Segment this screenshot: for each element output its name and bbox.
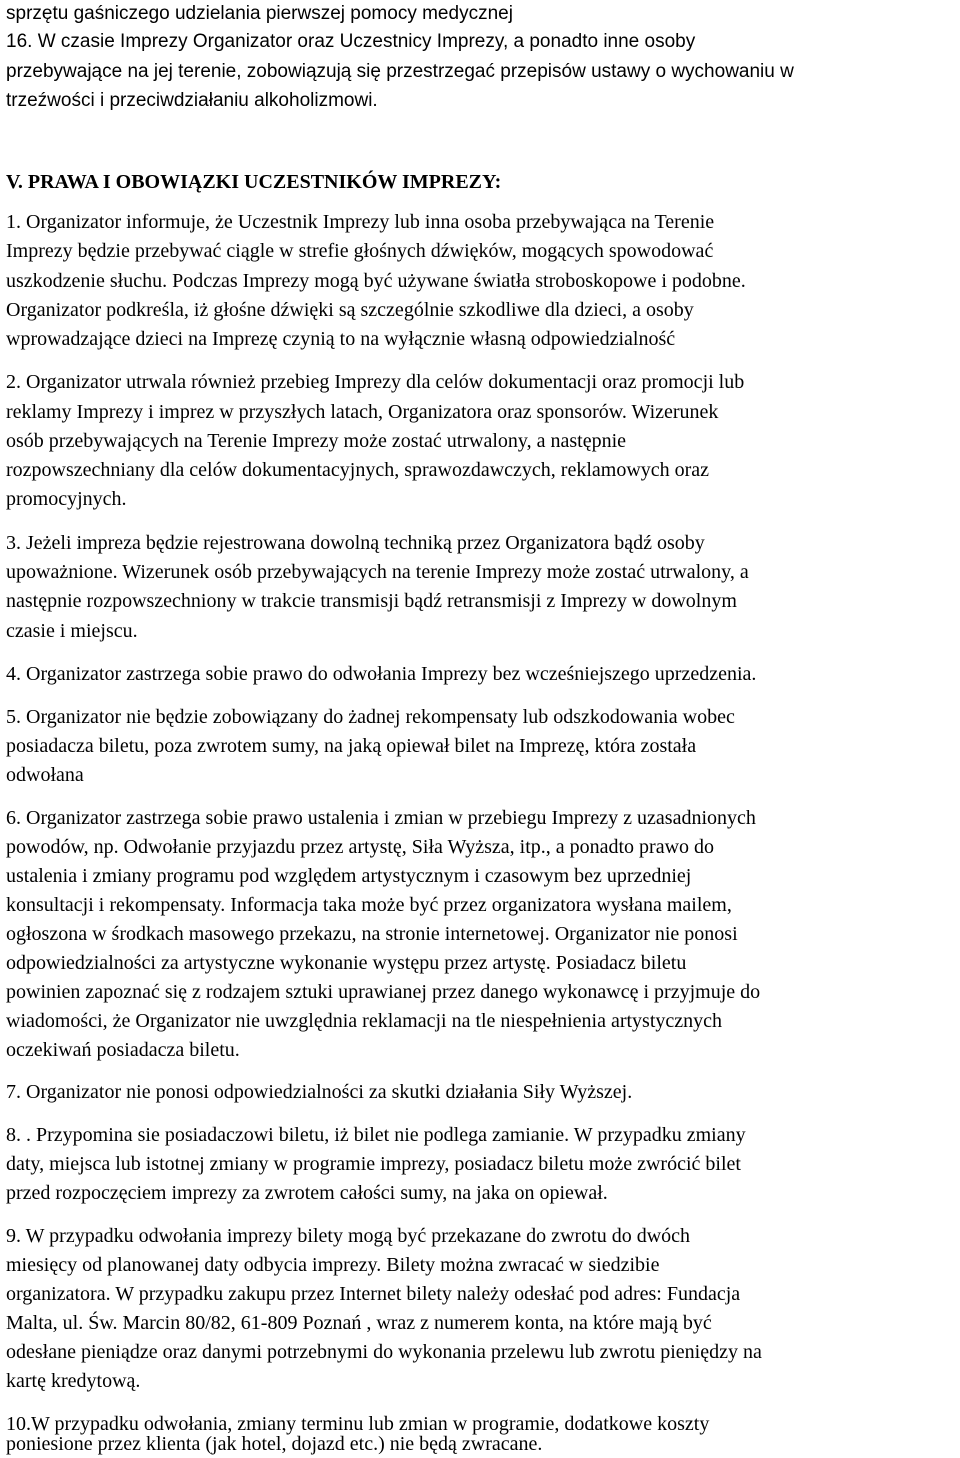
text-line: promocyjnych. bbox=[6, 488, 127, 510]
text-line: 1. Organizator informuje, że Uczestnik Imprezy lub inna osoba przebywająca na Terenie bbox=[6, 211, 715, 233]
text-line: organizatora. W przypadku zakupu przez Internet bilety należy odesłać pod adres: Fundacja bbox=[6, 1283, 741, 1305]
text-line: Organizator podkreśla, iż głośne dźwięki są szczególnie szkodliwe dla dzieci, a osoby bbox=[6, 299, 694, 321]
text-line: kartę kredytową. bbox=[6, 1370, 141, 1392]
text-line: rozpowszechniany dla celów dokumentacyjnych, sprawozdawczych, reklamowych oraz bbox=[6, 459, 710, 481]
text-line: oczekiwań posiadacza biletu. bbox=[6, 1039, 240, 1061]
text-line: 2. Organizator utrwala również przebieg Imprezy dla celów dokumentacji oraz promocji lub bbox=[6, 371, 745, 393]
text-line: odesłane pieniądze oraz danymi potrzebnymi do wykonania przelewu lub zwrotu pieniędzy na bbox=[6, 1341, 762, 1363]
text-line: Imprezy będzie przebywać ciągle w strefie głośnych dźwięków, mogących spowodować bbox=[6, 240, 714, 262]
text-line: wiadomości, że Organizator nie uwzględnia reklamacji na tle niespełnienia artystycznych bbox=[6, 1010, 723, 1032]
text-line: 9. W przypadku odwołania imprezy bilety mogą być przekazane do zwrotu do dwóch bbox=[6, 1225, 691, 1247]
text-line: 4. Organizator zastrzega sobie prawo do odwołania Imprezy bez wcześniejszego uprzedzenia. bbox=[6, 663, 757, 685]
text-line: poniesione przez klienta (jak hotel, dojazd etc.) nie będą zwracane. bbox=[6, 1433, 543, 1455]
text-line: 8. . Przypomina sie posiadaczowi biletu, iż bilet nie podlega zamianie. W przypadku zmiany bbox=[6, 1124, 746, 1146]
text-line: 10.W przypadku odwołania, zmiany terminu lub zmian w programie, dodatkowe koszty bbox=[6, 1413, 710, 1435]
text-line: odwołana bbox=[6, 764, 84, 786]
text-line: wprowadzające dzieci na Imprezę czynią to na wyłącznie własną odpowiedzialność bbox=[6, 328, 676, 350]
text-line: konsultacji i rekompensaty. Informacja taka może być przez organizatora wysłana mailem, bbox=[6, 894, 732, 916]
text-line: przebywające na jej terenie, zobowiązują się przestrzegać przepisów ustawy o wychowaniu w bbox=[6, 61, 794, 82]
text-line: Malta, ul. Św. Marcin 80/82, 61-809 Poznań , wraz z numerem konta, na które mają być bbox=[6, 1312, 712, 1334]
text-line: 6. Organizator zastrzega sobie prawo ustalenia i zmian w przebiegu Imprezy z uzasadnionych bbox=[6, 807, 756, 829]
text-line: odpowiedzialności za artystyczne wykonanie występu przez artystę. Posiadacz biletu bbox=[6, 952, 687, 974]
text-line: powodów, np. Odwołanie przyjazdu przez artystę, Siła Wyższa, itp., a ponadto prawo do bbox=[6, 836, 715, 858]
text-line: daty, miejsca lub istotnej zmiany w programie imprezy, posiadacz biletu może zwrócić bilet bbox=[6, 1153, 741, 1175]
text-line: ustalenia i zmiany programu pod względem artystycznym i czasowym bez uprzedniej bbox=[6, 865, 692, 887]
text-line: trzeźwości i przeciwdziałaniu alkoholizmowi. bbox=[6, 90, 378, 111]
text-line: reklamy Imprezy i imprez w przyszłych latach, Organizatora oraz sponsorów. Wizerunek bbox=[6, 401, 719, 423]
section-heading: V. PRAWA I OBOWIĄZKI UCZESTNIKÓW IMPREZY: bbox=[6, 171, 502, 193]
text-line: ogłoszona w środkach masowego przekazu, na stronie internetowej. Organizator nie ponosi bbox=[6, 923, 738, 945]
text-line: 3. Jeżeli impreza będzie rejestrowana dowolną techniką przez Organizatora bądź osoby bbox=[6, 532, 705, 554]
text-line: sprzętu gaśniczego udzielania pierwszej pomocy medycznej bbox=[6, 3, 513, 24]
text-line: posiadacza biletu, poza zwrotem sumy, na jaką opiewał bilet na Imprezę, która została bbox=[6, 735, 697, 757]
text-line: upoważnione. Wizerunek osób przebywających na terenie Imprezy może zostać utrwalony, a bbox=[6, 561, 749, 583]
text-line: 16. W czasie Imprezy Organizator oraz Uczestnicy Imprezy, a ponadto inne osoby bbox=[6, 31, 696, 52]
text-line: miesięcy od planowanej daty odbycia imprezy. Bilety można zwracać w siedzibie bbox=[6, 1254, 660, 1276]
text-line: powinien zapoznać się z rodzajem sztuki uprawianej przez danego wykonawcę i przyjmuje do bbox=[6, 981, 761, 1003]
text-line: przed rozpoczęciem imprezy za zwrotem całości sumy, na jaka on opiewał. bbox=[6, 1182, 608, 1204]
text-line: następnie rozpowszechniony w trakcie transmisji bądź retransmisji z Imprezy w dowolnym bbox=[6, 590, 737, 612]
text-line: osób przebywających na Terenie Imprezy może zostać utrwalony, a następnie bbox=[6, 430, 626, 452]
text-line: uszkodzenie słuchu. Podczas Imprezy mogą być używane światła stroboskopowe i podobne. bbox=[6, 270, 746, 292]
text-line: czasie i miejscu. bbox=[6, 620, 138, 642]
text-line: 7. Organizator nie ponosi odpowiedzialności za skutki działania Siły Wyższej. bbox=[6, 1081, 633, 1103]
text-line: 5. Organizator nie będzie zobowiązany do żadnej rekompensaty lub odszkodowania wobec bbox=[6, 706, 735, 728]
